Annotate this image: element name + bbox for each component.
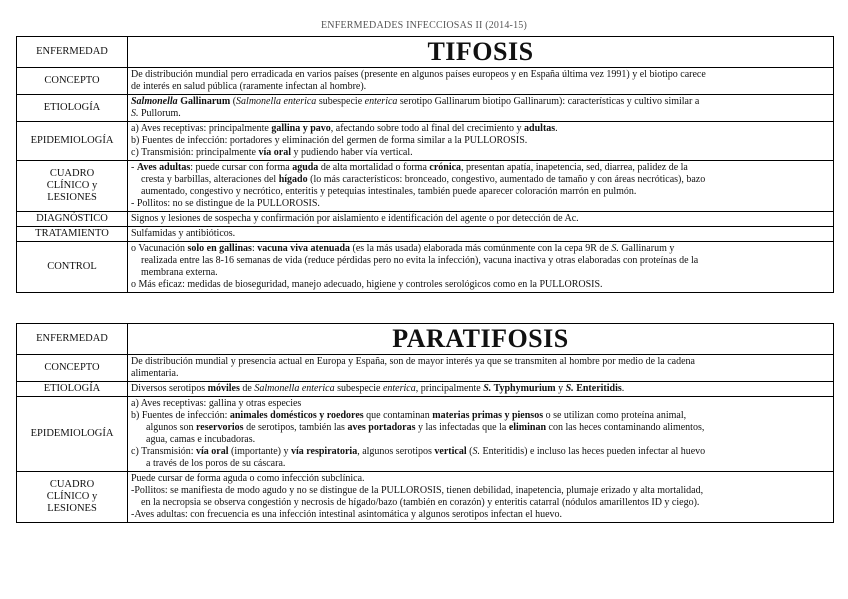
label-tratamiento: TRATAMIENTO	[17, 227, 128, 242]
tifosis-diagnostico: Signos y lesiones de sospecha y confirmación por aislamiento e identificación del agente o por detección de Ac.	[128, 212, 834, 227]
label-diagnostico: DIAGNÓSTICO	[17, 212, 128, 227]
label-etiologia: ETIOLOGÍA	[17, 95, 128, 122]
label-control: CONTROL	[17, 242, 128, 293]
document-header: ENFERMEDADES INFECCIOSAS II (2014-15)	[320, 20, 527, 31]
paratifosis-cuadro-clinico: Puede cursar de forma aguda o como infección subclínica. -Pollitos: se manifiesta de modo agudo y no se distingue de la PULLOROSIS, tienen debilidad, inapetencia, plumaje erizado y alta mortalidad, en la necropsia se observa congestión y necrosis de hígado/bazo (también en corazón) y enteritis catarral (nódulos amarillentos ID y ciego). -Aves adultas: con frecuencia es una infección intestinal asintomática y algunos serotipos infectan el huevo.	[128, 472, 834, 523]
tifosis-concepto: De distribución mundial pero erradicada en varios países (presente en algunos países europeos y en España última vez 1991) y el biotipo carece de interés en salud pública (raramente infectan al hombre).	[128, 68, 834, 95]
tifosis-epidemiologia: a) Aves receptivas: principalmente gallina y pavo, afectando sobre todo al final del crecimiento y adultas. b) Fuentes de infección: portadores y eliminación del germen de forma similar a la PULLOROSIS. c) Transmisión: principalmente vía oral y pudiendo haber vía vertical.	[128, 122, 834, 161]
paratifosis-table	[16, 323, 834, 523]
label-enfermedad: ENFERMEDAD	[17, 37, 128, 68]
paratifosis-concepto: De distribución mundial y presencia actual en Europa y España, son de mayor interés ya que se transmiten al hombre por medio de la cadena alimentaria.	[128, 355, 834, 382]
tifosis-etiologia: Salmonella Gallinarum (Salmonella enterica subespecie enterica serotipo Gallinarum biotipo Gallinarum): características y cultivo similar a S. Pullorum.	[128, 95, 834, 122]
label-enfermedad: ENFERMEDAD	[17, 324, 128, 355]
paratifosis-etiologia: Diversos serotipos móviles de Salmonella enterica subespecie enterica, principalmente S. Typhymurium y S. Enteritidis.	[128, 382, 834, 397]
tifosis-table	[16, 36, 834, 293]
label-cuadro-clinico: CUADRO CLÍNICO y LESIONES	[17, 472, 128, 523]
tifosis-control: o Vacunación solo en gallinas: vacuna viva atenuada (es la más usada) elaborada más comúnmente con la cepa 9R de S. Gallinarum y realizada entre las 8-16 semanas de vida (reduce pérdidas pero no evita la infección), vacuna inactiva y otras elaboradas con proteínas de la membrana externa. o Más eficaz: medidas de bioseguridad, manejo adecuado, higiene y controles serológicos como en la PULLOROSIS.	[128, 242, 834, 293]
label-cuadro-clinico: CUADRO CLÍNICO y LESIONES	[17, 161, 128, 212]
disease-title-paratifosis: PARATIFOSIS	[128, 324, 834, 355]
tifosis-cuadro-clinico: - Aves adultas: puede cursar con forma aguda de alta mortalidad o forma crónica, presentan apatía, inapetencia, sed, diarrea, palidez de la cresta y barbillas, alteraciones del hígado (lo más característicos: bronceado, congestivo, aumentado de tamaño y con áreas necróticas), bazo aumentado, congestivo y necrótico, enteritis y petequias intestinales, también puede aparecer coloración marrón en pulmón. - Pollitos: no se distingue de la PULLOROSIS.	[128, 161, 834, 212]
paratifosis-epidemiologia: a) Aves receptivas: gallina y otras especies b) Fuentes de infección: animales domésticos y roedores que contaminan materias primas y piensos o se utilizan como proteína animal, algunos son reservorios de serotipos, también las aves portadoras y las infectadas que la eliminan con las heces contaminando alimentos, agua, camas e incubadoras. c) Transmisión: vía oral (importante) y vía respiratoria, algunos serotipos vertical (S. Enteritidis) e incluso las heces pueden infectar al huevo a través de los poros de su cáscara.	[128, 397, 834, 472]
label-concepto: CONCEPTO	[17, 355, 128, 382]
tifosis-tratamiento: Sulfamidas y antibióticos.	[128, 227, 834, 242]
label-epidemiologia: EPIDEMIOLOGÍA	[17, 397, 128, 472]
label-epidemiologia: EPIDEMIOLOGÍA	[17, 122, 128, 161]
label-etiologia: ETIOLOGÍA	[17, 382, 128, 397]
disease-title-tifosis: TIFOSIS	[128, 37, 834, 68]
label-concepto: CONCEPTO	[17, 68, 128, 95]
